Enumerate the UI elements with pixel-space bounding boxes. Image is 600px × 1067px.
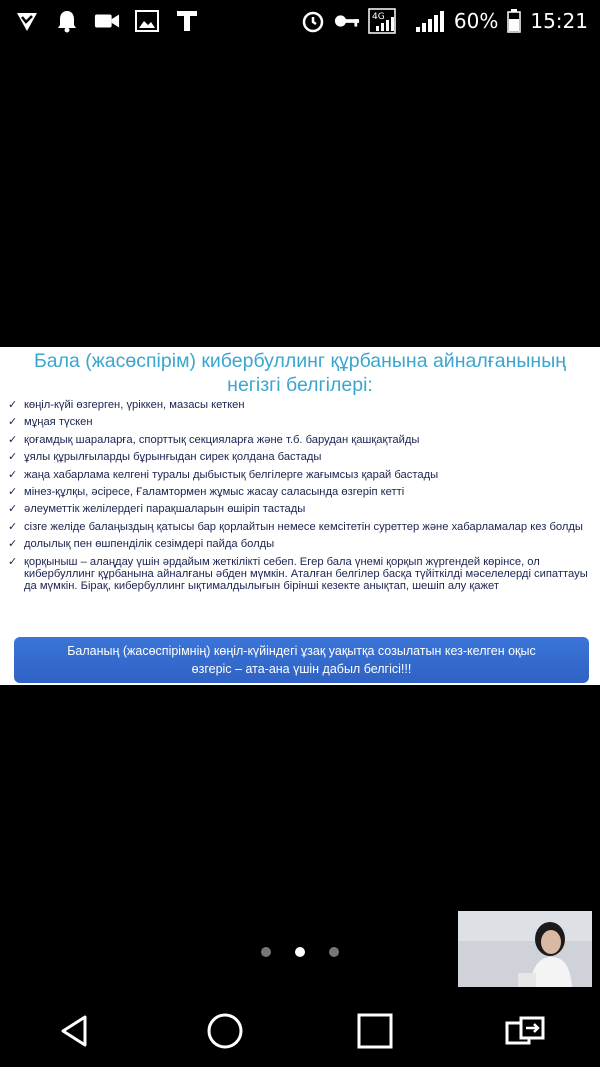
list-item: ✓ әлеуметтік желілердегі парақшаларын өшіріп тастады — [8, 503, 306, 516]
alarm-icon — [300, 8, 326, 34]
t-icon — [174, 8, 200, 34]
bell-icon — [54, 8, 80, 34]
slide-title — [0, 349, 600, 397]
home-icon[interactable] — [195, 1001, 255, 1061]
participant-avatar — [458, 911, 592, 987]
check-icon: ✓ — [8, 538, 18, 551]
callout-line1: Баланың (жасөспірімнің) көңіл-күйіндегі ұзақ уақытқа созылатын кез-келген оқыс — [67, 644, 536, 658]
check-icon: ✓ — [8, 555, 18, 568]
check-icon: ✓ — [8, 486, 18, 499]
list-item: ✓ көңіл-күйі өзгерген, үріккен, мазасы кеткен — [8, 399, 245, 411]
shield-check-icon — [14, 8, 40, 34]
page-dot-active[interactable] — [295, 947, 305, 957]
slide-title-line2: негізгі белгілері: — [227, 374, 373, 396]
page-dot[interactable] — [329, 947, 339, 957]
signal-icon — [368, 8, 404, 34]
warning-callout — [14, 637, 589, 683]
list-item: ✓ сізге желіде балаңыздың қатысы бар қорлайтын немесе кемсітетін суреттер және хабарламалар кез болды — [8, 520, 583, 533]
system-indicators — [300, 8, 600, 34]
status-bar — [0, 0, 600, 42]
signs-list — [8, 399, 593, 598]
participant-video-thumbnail[interactable] — [458, 911, 592, 987]
signal-icon — [412, 8, 446, 34]
image-icon — [134, 8, 160, 34]
switch-apps-icon[interactable] — [495, 1001, 555, 1061]
check-icon: ✓ — [8, 433, 18, 446]
check-icon: ✓ — [8, 416, 18, 429]
list-item: ✓ жаңа хабарлама келгені туралы дыбыстық белгілерге жағымсыз қарай бастады — [8, 468, 439, 481]
check-icon: ✓ — [8, 399, 18, 411]
video-camera-icon — [94, 8, 120, 34]
recents-icon[interactable] — [345, 1001, 405, 1061]
check-icon: ✓ — [8, 503, 18, 516]
list-item: ✓ қоғамдық шараларға, спорттық секцияларға және т.б. барудан қашқақтайды — [8, 433, 420, 446]
clock: 15:21 — [530, 9, 588, 33]
slide-title-line1: Бала (жасөспірім) кибербуллинг құрбанына айналғанының — [33, 350, 566, 372]
network-label: 4G — [371, 12, 385, 22]
list-item: ✓ мұңая түскен — [8, 416, 93, 429]
check-icon: ✓ — [8, 468, 18, 481]
battery-icon — [506, 8, 522, 34]
page-dot[interactable] — [261, 947, 271, 957]
list-item: ✓ мінез-құлқы, әсіресе, Ғаламтормен жұмыс жасау саласында өзгеріп кетті — [8, 486, 405, 499]
navigation-bar — [0, 995, 600, 1067]
list-item: ✓ қорқыныш – алаңдау үшін әрдайым жеткілікті себеп. Егер бала үнемі қорқып жүргендей көрінсе, ол кибербуллинг құрбанына айналғаны әбден мүмкін. Аталған белгілер басқа түйіткілді мәселелерді сипаттауы да мүмкін. Бірақ, кибербуллинг ықтималдылығын бірінші кезекте анықтап, шешіп алу қажет — [8, 555, 588, 593]
battery-percent: 60% — [453, 9, 499, 33]
list-item: ✓ ұялы құрылғыларды бұрынғыдан сирек қолдана бастады — [8, 451, 322, 464]
callout-line2: өзгеріс – ата-ана үшін дабыл белгісі!!! — [191, 662, 412, 676]
notification-icons — [0, 8, 200, 34]
back-icon[interactable] — [45, 1001, 105, 1061]
check-icon: ✓ — [8, 451, 18, 464]
list-item: ✓ долылық пен өшпенділік сезімдері пайда болды — [8, 538, 275, 551]
presentation-slide — [0, 347, 600, 685]
check-icon: ✓ — [8, 520, 18, 533]
key-icon — [334, 8, 360, 34]
